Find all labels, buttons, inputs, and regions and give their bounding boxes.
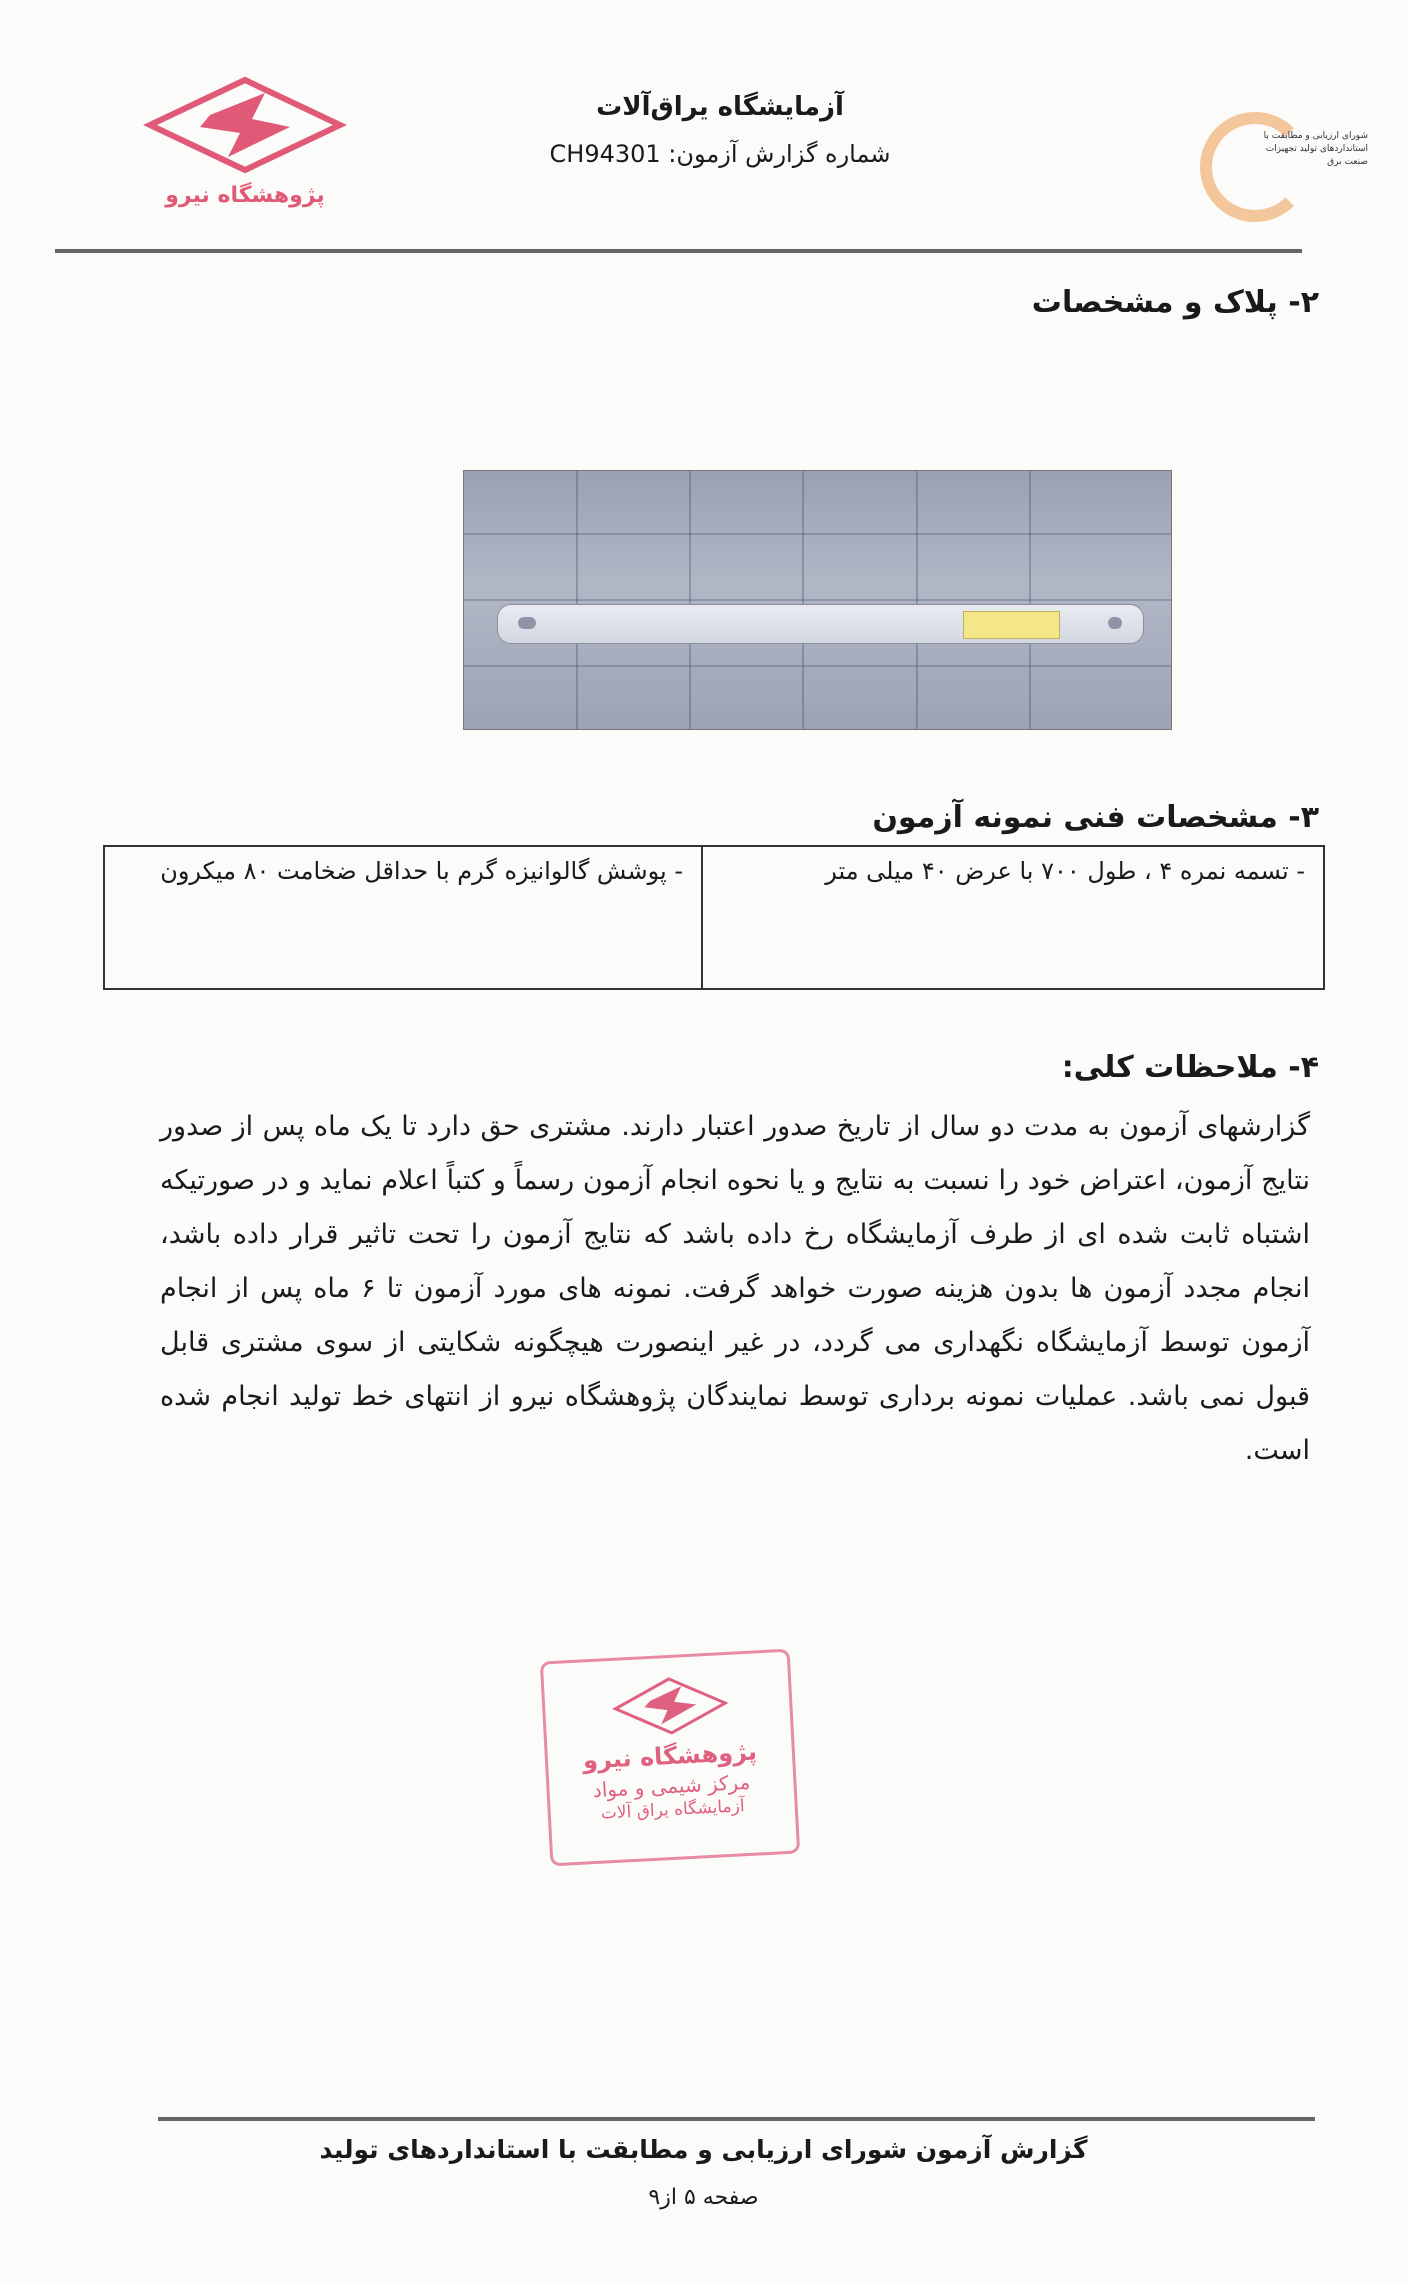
footer-divider (158, 2117, 1315, 2121)
spec-cell-dimensions: - تسمه نمره ۴ ، طول ۷۰۰ با عرض ۴۰ میلی متر (825, 857, 1305, 885)
lab-name: آزمایشگاه یراق‌آلات (596, 92, 844, 122)
stamp-logo-icon (609, 1673, 732, 1739)
galvanized-strip-image (497, 604, 1144, 644)
remarks-paragraph: گزارشهای آزمون به مدت دو سال از تاریخ صدور اعتبار دارند. مشتری حق دارد تا یک ماه پس از صدور نتایج آزمون، اعتراض خود را نسبت به نتایج و یا نحوه انجام آزمون رسماً و کتباً اعلام نماید و در صورتیکه اشتباه ثابت شده ای از طرف آزمایشگاه رخ داده باشد که نتایج آزمون را تحت تاثیر قرار داده باشد، انجام مجدد آزمون ها بدون هزینه صورت خواهد گرفت. نمونه های مورد آزمون تا ۶ ماه پس از انجام آزمون توسط آزمایشگاه نگهداری می گردد، در غیر اینصورت هیچگونه شکایتی از سوی مشتری قابل قبول نمی باشد. عملیات نمونه برداری توسط نمایندگان پژوهشگاه نیرو از انتهای خط تولید انجام شده است. (160, 1111, 1310, 1466)
institute-logo (140, 75, 350, 225)
general-remarks (160, 1100, 1310, 1478)
seal-text: شورای ارزیابی و مطابقت با استانداردهای تولید تجهیزات صنعت برق (1263, 131, 1368, 167)
logo-caption: پژوهشگاه نیرو (165, 183, 325, 208)
section-3-title: ۳- مشخصات فنی نمونه آزمون (872, 800, 1319, 835)
council-seal (1200, 112, 1370, 222)
header-divider (55, 249, 1302, 253)
report-number: شماره گزارش آزمون: CH94301 (549, 140, 891, 168)
page-number: صفحه ۵ از۹ (648, 2185, 759, 2210)
spec-cell-coating: - پوشش گالوانیزه گرم با حداقل ضخامت ۸۰ میکرون (105, 847, 703, 988)
stamp-line-1: پژوهشگاه نیرو (582, 1737, 758, 1775)
section-2-title: ۲- پلاک و مشخصات (1031, 285, 1319, 320)
stamp-line-3: آزمایشگاه یراق آلات (600, 1796, 746, 1824)
section-4-title: ۴- ملاحظات کلی: (1061, 1050, 1319, 1085)
spec-table (103, 845, 1325, 990)
footer-title: گزارش آزمون شورای ارزیابی و مطابقت با استانداردهای تولید (319, 2135, 1088, 2164)
stamp-line-2: مرکز شیمی و مواد (592, 1769, 751, 1803)
sample-label-tag (963, 611, 1060, 639)
report-header (480, 92, 960, 168)
lab-stamp (540, 1649, 800, 1867)
sample-photo (463, 470, 1172, 730)
lightning-logo-icon (140, 75, 350, 185)
